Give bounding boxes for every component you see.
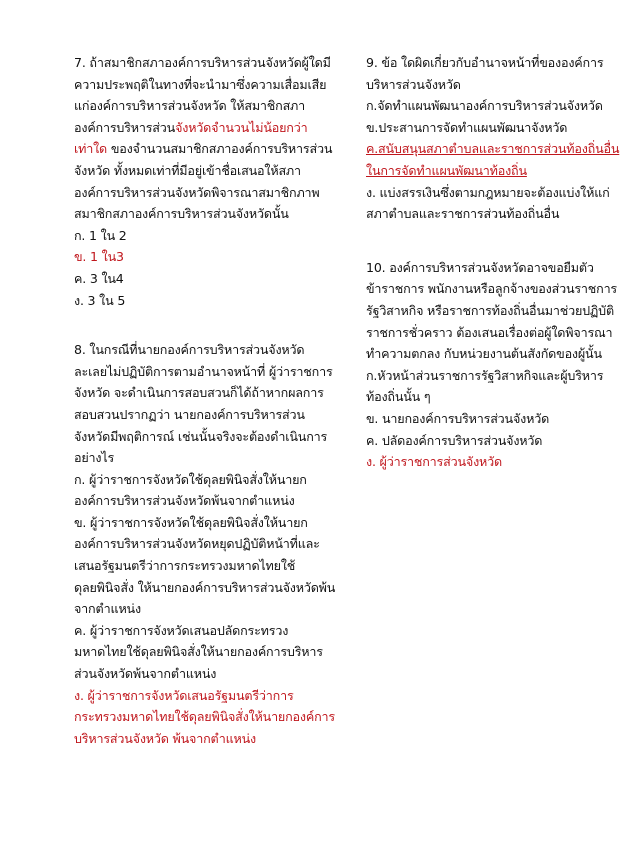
question-9-option-a: ก.จัดทำแผนพัฒนาองค์การบริหารส่วนจังหวัด [366, 98, 603, 114]
right-column [366, 52, 620, 473]
question-7 [74, 52, 336, 311]
question-8-option-a: ก. ผู้ว่าราชการจังหวัดใช้ดุลยพินิจสั่งให้นายกองค์การบริหารส่วนจังหวัดพ้นจากตำแหน่ง [74, 471, 307, 509]
question-7-stem-highlight: จังหวัดจำนวนไม่น้อยกว่าเท่าใด [74, 119, 308, 157]
question-8-option-d-answer: ง. ผู้ว่าราชการจังหวัดเสนอรัฐมนตรีว่าการกระทรวงมหาดไทยใช้ดุลยพินิจสั่งให้นายกองค์การบริหารส่วนจังหวัด พ้นจากตำแหน่ง [74, 687, 335, 746]
question-7-option-a: ก. 1 ใน 2 [74, 227, 127, 243]
question-10 [366, 257, 620, 473]
question-9-option-c-answer: ค.สนับสนุนสภาตำบลและราชการส่วนท้องถิ่นอื่นในการจัดทำแผนพัฒนาท้องถิ่น [366, 141, 620, 178]
question-10-option-c: ค. ปลัดองค์การบริหารส่วนจังหวัด [366, 432, 543, 448]
question-9 [366, 52, 620, 225]
question-7-stem-part-1: 7. ถ้าสมาชิกสภาองค์การบริหารส่วนจังหวัดผู้ใดมีความประพฤติในทางที่จะนำมาซึ่งความเสื่อมเสีย แก่องค์การบริหารส่วนจังหวัด ให้สมาชิกสภาองค์การบริหารส่วน [74, 55, 331, 135]
question-10-option-a: ก.หัวหน้าส่วนราชการรัฐวิสาหกิจและผู้บริหารท้องถิ่นนั้น ๆ [366, 367, 604, 405]
question-8-option-c: ค. ผู้ว่าราชการจังหวัดเสนอปลัดกระทรวงมหาดไทยใช้ดุลยพินิจสั่งให้นายกองค์การบริหารส่วนจังหวัดพ้นจากตำแหน่ง [74, 622, 323, 682]
question-9-option-b: ข.ประสานการจัดทำแผนพัฒนาจังหวัด [366, 119, 568, 135]
question-7-stem [74, 52, 336, 225]
question-10-option-b: ข. นายกองค์การบริหารส่วนจังหวัด [366, 410, 550, 426]
question-7-stem-part-2: ของจำนวนสมาชิกสภาองค์การบริหารส่วนจังหวัด ทั้งหมดเท่าที่มีอยู่เข้าชื่อเสนอให้สภาองค์การบริหารส่วนจังหวัดพิจารณาสมาชิกภาพสมาชิกสภาองค์การบริหารส่วนจังหวัดนั้น [74, 141, 333, 222]
question-8 [74, 339, 336, 749]
question-9-stem: 9. ข้อ ใดผิดเกี่ยวกับอำนาจหน้าที่ขององค์การบริหารส่วนจังหวัด [366, 55, 604, 92]
question-10-stem: 10. องค์การบริหารส่วนจังหวัดอาจขอยืมตัวข้าราชการ พนักงานหรือลูกจ้างของส่วนราชการ รัฐวิสาหกิจ หรือราชการท้องถิ่นอื่นมาช่วยปฏิบัติราชการชั่วคราว ต้องเสนอเรื่องต่อผู้ใดพิจารณาทำความตกลง กับหน่วยงานต้นสังกัดของผู้นั้น [366, 259, 617, 362]
question-8-stem: 8. ในกรณีที่นายกองค์การบริหารส่วนจังหวัดละเลยไม่ปฏิบัติการตามอำนาจหน้าที่ ผู้ว่าราชการจังหวัด จะดำเนินการสอบสวนก็ได้ถ้าหากผลการสอบสวนปรากฏว่า นายกองค์การบริหารส่วนจังหวัดมีพฤติการณ์ เช่นนั้นจริงจะต้องดำเนินการอย่างไร [74, 342, 333, 466]
left-column [74, 52, 336, 749]
question-10-option-d-answer: ง. ผู้ว่าราชการส่วนจังหวัด [366, 454, 502, 470]
question-9-option-d: ง. แบ่งสรรเงินซึ่งตามกฎหมายจะต้องแบ่งให้แก่สภาตำบลและราชการส่วนท้องถิ่นอื่น [366, 184, 610, 222]
question-7-option-d: ง. 3 ใน 5 [74, 292, 126, 308]
question-8-option-b: ข. ผู้ว่าราชการจังหวัดใช้ดุลยพินิจสั่งให้นายกองค์การบริหารส่วนจังหวัดหยุดปฏิบัติหน้าที่และเสนอรัฐมนตรีว่าการกระทรวงมหาดไทยใช้ดุลยพินิจสั่ง ให้นายกองค์การบริหารส่วนจังหวัดพ้นจากตำแหน่ง [74, 514, 336, 617]
question-7-option-c: ค. 3 ใน4 [74, 270, 124, 286]
question-7-option-b-answer: ข. 1 ใน3 [74, 249, 124, 265]
